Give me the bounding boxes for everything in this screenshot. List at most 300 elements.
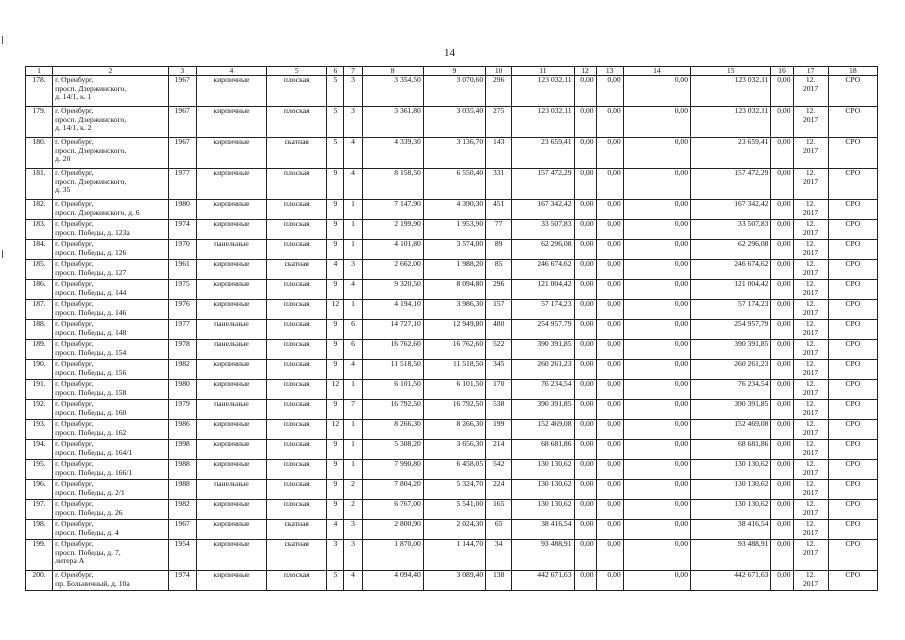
cell-address-line: д. 20: [55, 154, 71, 164]
cell-period: [793, 500, 828, 520]
cell-roof-type: плоская: [267, 500, 327, 520]
cell-period-line: 2017: [802, 287, 819, 297]
cell-residents: 65: [486, 520, 512, 540]
cell-value-13: 0,00: [596, 400, 623, 420]
cell-value-16: 0,00: [771, 380, 793, 400]
cell-period: [793, 480, 828, 500]
cell-floors: 9: [327, 460, 344, 480]
cell-value-16: 0,00: [771, 520, 793, 540]
cell-address-line: г. Оренбург,: [55, 570, 94, 579]
cell-value-13: 0,00: [596, 300, 623, 320]
cell-entrances: 2: [344, 500, 362, 520]
cell-address: [53, 500, 169, 520]
cell-value-14: 0,00: [623, 107, 690, 138]
table-row: [26, 400, 878, 420]
cell-total-area: 1 870,00: [362, 540, 423, 571]
cell-period-line: 2017: [802, 578, 819, 588]
cell-value-13: 0,00: [596, 500, 623, 520]
cell-period: [793, 280, 828, 300]
cell-living-area: 3 070,60: [423, 76, 485, 107]
cell-address: [53, 460, 169, 480]
cell-total-cost: 167 342,42: [691, 200, 771, 220]
cell-living-area: 16 762,60: [423, 340, 485, 360]
cell-period-line: 2017: [802, 307, 819, 317]
cell-method: СРО: [828, 320, 877, 340]
cell-address-line: г. Оренбург,: [55, 219, 94, 228]
cell-total-area: 4 094,40: [362, 571, 423, 591]
cell-entrances: 1: [344, 420, 362, 440]
cell-build-year: 1982: [168, 500, 196, 520]
table-row: [26, 107, 878, 138]
cell-floors: 9: [327, 440, 344, 460]
cell-total-area: 2 662,00: [362, 260, 423, 280]
cell-period: [793, 107, 828, 138]
cell-living-area: 2 024,30: [423, 520, 485, 540]
cell-address-line: литера А: [55, 556, 85, 566]
cell-entrances: 4: [344, 280, 362, 300]
cell-cost: 123 032,11: [512, 76, 574, 107]
cell-cost: 57 174,23: [512, 300, 574, 320]
cell-period-line: 2017: [802, 114, 819, 124]
cell-floors: 9: [327, 220, 344, 240]
cell-floors: 4: [327, 260, 344, 280]
cell-entrances: 1: [344, 300, 362, 320]
cell-row-number: 187.: [26, 300, 53, 320]
cell-address: [53, 220, 169, 240]
cell-address-line: просп. Победы, д. 160: [55, 407, 127, 417]
cell-row-number: 188.: [26, 320, 53, 340]
cell-total-area: 3 354,50: [362, 76, 423, 107]
cell-address-line: просп. Дзержинского,: [55, 83, 127, 93]
cell-period-line: 2017: [802, 487, 819, 497]
cell-value-13: 0,00: [596, 340, 623, 360]
cell-method: СРО: [828, 220, 877, 240]
cell-build-year: 1976: [168, 300, 196, 320]
cell-entrances: 3: [344, 107, 362, 138]
cell-total-area: 11 518,50: [362, 360, 423, 380]
cell-value-12: 0,00: [574, 400, 596, 420]
cell-value-16: 0,00: [771, 138, 793, 169]
cell-wall-material: кирпичные: [196, 460, 266, 480]
cell-roof-type: плоская: [267, 76, 327, 107]
cell-wall-material: кирпичные: [196, 76, 266, 107]
cell-living-area: 11 518,50: [423, 360, 485, 380]
column-header-2: 2: [53, 67, 169, 76]
cell-floors: 5: [327, 107, 344, 138]
cell-address: [53, 138, 169, 169]
cell-value-12: 0,00: [574, 320, 596, 340]
table-row: [26, 138, 878, 169]
cell-address-line: просп. Победы, д. 154: [55, 347, 127, 357]
cell-period: [793, 220, 828, 240]
cell-value-16: 0,00: [771, 540, 793, 571]
cell-total-area: 6 767,00: [362, 500, 423, 520]
cell-floors: 3: [327, 540, 344, 571]
cell-row-number: 191.: [26, 380, 53, 400]
cell-total-area: 4 339,30: [362, 138, 423, 169]
cell-value-14: 0,00: [623, 460, 690, 480]
cell-address: [53, 280, 169, 300]
cell-method: СРО: [828, 138, 877, 169]
column-header-3: 3: [168, 67, 196, 76]
cell-roof-type: плоская: [267, 571, 327, 591]
cell-row-number: 197.: [26, 500, 53, 520]
cell-floors: 9: [327, 360, 344, 380]
cell-total-area: 2 800,90: [362, 520, 423, 540]
cell-period-line: 2017: [802, 83, 819, 93]
cell-value-14: 0,00: [623, 520, 690, 540]
cell-roof-type: плоская: [267, 300, 327, 320]
cell-wall-material: кирпичные: [196, 169, 266, 200]
cell-floors: 12: [327, 300, 344, 320]
cell-residents: 296: [486, 280, 512, 300]
cell-floors: 9: [327, 169, 344, 200]
cell-entrances: 1: [344, 440, 362, 460]
cell-value-16: 0,00: [771, 76, 793, 107]
cell-living-area: 1 144,70: [423, 540, 485, 571]
cell-method: СРО: [828, 240, 877, 260]
cell-roof-type: плоская: [267, 220, 327, 240]
cell-build-year: 1978: [168, 340, 196, 360]
cell-floors: 9: [327, 280, 344, 300]
header-row: [26, 67, 878, 76]
cell-address-line: просп. Победы, д. 146: [55, 307, 127, 317]
cell-build-year: 1982: [168, 360, 196, 380]
cell-total-area: 8 266,30: [362, 420, 423, 440]
cell-residents: 522: [486, 340, 512, 360]
cell-row-number: 198.: [26, 520, 53, 540]
cell-entrances: 6: [344, 320, 362, 340]
register-table: [25, 66, 878, 591]
cell-period: [793, 440, 828, 460]
cell-residents: 224: [486, 480, 512, 500]
cell-address: [53, 300, 169, 320]
cell-floors: 5: [327, 138, 344, 169]
table-row: [26, 300, 878, 320]
cell-living-area: 12 949,80: [423, 320, 485, 340]
cell-value-16: 0,00: [771, 571, 793, 591]
cell-method: СРО: [828, 440, 877, 460]
cell-total-cost: 246 674,62: [691, 260, 771, 280]
cell-address-line: просп. Победы, д. 166/1: [55, 467, 133, 477]
cell-total-cost: 390 391,85: [691, 400, 771, 420]
cell-total-area: 16 792,50: [362, 400, 423, 420]
cell-wall-material: кирпичные: [196, 360, 266, 380]
cell-address-line: г. Оренбург,: [55, 299, 94, 308]
column-header-10: 10: [486, 67, 512, 76]
cell-roof-type: плоская: [267, 200, 327, 220]
cell-total-area: 5 308,20: [362, 440, 423, 460]
cell-address-line: просп. Победы, д. 123а: [55, 227, 130, 237]
cell-period-line: 12.: [805, 219, 816, 228]
cell-value-13: 0,00: [596, 260, 623, 280]
cell-residents: 85: [486, 260, 512, 280]
table-row: [26, 320, 878, 340]
cell-value-12: 0,00: [574, 540, 596, 571]
cell-address-line: просп. Победы, д. 26: [55, 507, 123, 517]
cell-entrances: 4: [344, 138, 362, 169]
cell-value-13: 0,00: [596, 571, 623, 591]
cell-row-number: 200.: [26, 571, 53, 591]
table-row: [26, 280, 878, 300]
cell-value-12: 0,00: [574, 200, 596, 220]
cell-address-line: г. Оренбург,: [55, 168, 94, 177]
cell-entrances: 3: [344, 260, 362, 280]
table-row: [26, 240, 878, 260]
cell-period: [793, 240, 828, 260]
cell-total-cost: 123 032,11: [691, 76, 771, 107]
cell-living-area: 4 390,30: [423, 200, 485, 220]
cell-build-year: 1970: [168, 240, 196, 260]
cell-period: [793, 76, 828, 107]
cell-address-line: г. Оренбург,: [55, 106, 94, 115]
cell-cost: 121 004,42: [512, 280, 574, 300]
cell-period: [793, 460, 828, 480]
cell-residents: 296: [486, 76, 512, 107]
cell-floors: 9: [327, 240, 344, 260]
cell-address: [53, 540, 169, 571]
cell-row-number: 183.: [26, 220, 53, 240]
cell-residents: 165: [486, 500, 512, 520]
table-row: [26, 260, 878, 280]
cell-wall-material: кирпичные: [196, 300, 266, 320]
cell-cost: 130 130,62: [512, 460, 574, 480]
cell-value-16: 0,00: [771, 260, 793, 280]
cell-value-14: 0,00: [623, 200, 690, 220]
cell-total-cost: 62 296,08: [691, 240, 771, 260]
cell-period-line: 12.: [805, 339, 816, 348]
cell-address: [53, 520, 169, 540]
cell-method: СРО: [828, 340, 877, 360]
cell-entrances: 3: [344, 540, 362, 571]
cell-value-14: 0,00: [623, 340, 690, 360]
cell-living-area: 5 324,70: [423, 480, 485, 500]
cell-address-line: г. Оренбург,: [55, 379, 94, 388]
cell-roof-type: плоская: [267, 420, 327, 440]
cell-build-year: 1967: [168, 138, 196, 169]
cell-roof-type: плоская: [267, 380, 327, 400]
cell-value-16: 0,00: [771, 169, 793, 200]
cell-total-cost: 76 234,54: [691, 380, 771, 400]
cell-build-year: 1967: [168, 520, 196, 540]
cell-value-12: 0,00: [574, 460, 596, 480]
cell-entrances: 3: [344, 76, 362, 107]
cell-living-area: 5 541,00: [423, 500, 485, 520]
cell-period-line: 12.: [805, 379, 816, 388]
cell-wall-material: панельные: [196, 400, 266, 420]
cell-period-line: 2017: [802, 145, 819, 155]
cell-period-line: 12.: [805, 239, 816, 248]
cell-residents: 34: [486, 540, 512, 571]
cell-row-number: 193.: [26, 420, 53, 440]
cell-method: СРО: [828, 360, 877, 380]
cell-residents: 214: [486, 440, 512, 460]
cell-address-line: г. Оренбург,: [55, 239, 94, 248]
cell-period-line: 2017: [802, 267, 819, 277]
cell-period-line: 2017: [802, 207, 819, 217]
cell-value-14: 0,00: [623, 380, 690, 400]
cell-address-line: г. Оренбург,: [55, 479, 94, 488]
cell-total-area: 3 361,80: [362, 107, 423, 138]
cell-method: СРО: [828, 260, 877, 280]
cell-row-number: 179.: [26, 107, 53, 138]
cell-build-year: 1954: [168, 540, 196, 571]
cell-address-line: просп. Победы, д. 158: [55, 387, 127, 397]
cell-total-area: 7 804,20: [362, 480, 423, 500]
cell-value-12: 0,00: [574, 280, 596, 300]
cell-period-line: 12.: [805, 570, 816, 579]
cell-entrances: 4: [344, 571, 362, 591]
cell-address-line: просп. Победы, д. 127: [55, 267, 127, 277]
table-row: [26, 500, 878, 520]
cell-total-cost: 57 174,23: [691, 300, 771, 320]
cell-period-line: 2017: [802, 176, 819, 186]
cell-build-year: 1979: [168, 400, 196, 420]
table-row: [26, 460, 878, 480]
cell-address-line: просп. Победы, д. 144: [55, 287, 127, 297]
cell-wall-material: кирпичные: [196, 520, 266, 540]
cell-build-year: 1975: [168, 280, 196, 300]
cell-build-year: 1988: [168, 460, 196, 480]
cell-period-line: 2017: [802, 367, 819, 377]
cell-method: СРО: [828, 400, 877, 420]
column-header-6: 6: [327, 67, 344, 76]
cell-period-line: 12.: [805, 519, 816, 528]
cell-roof-type: плоская: [267, 360, 327, 380]
cell-total-cost: 93 488,91: [691, 540, 771, 571]
cell-build-year: 1986: [168, 420, 196, 440]
column-header-15: 15: [691, 67, 771, 76]
cell-address-line: г. Оренбург,: [55, 399, 94, 408]
cell-value-12: 0,00: [574, 340, 596, 360]
cell-value-13: 0,00: [596, 107, 623, 138]
cell-cost: 76 234,54: [512, 380, 574, 400]
cell-entrances: 1: [344, 460, 362, 480]
cell-cost: 254 957,79: [512, 320, 574, 340]
cell-wall-material: кирпичные: [196, 571, 266, 591]
cell-value-13: 0,00: [596, 138, 623, 169]
column-header-1: 1: [26, 67, 53, 76]
cell-value-14: 0,00: [623, 360, 690, 380]
cell-roof-type: плоская: [267, 440, 327, 460]
cell-wall-material: кирпичные: [196, 200, 266, 220]
cell-residents: 143: [486, 138, 512, 169]
cell-period-line: 12.: [805, 459, 816, 468]
cell-cost: 246 674,62: [512, 260, 574, 280]
cell-address-line: д. 14/1, к. 1: [55, 92, 92, 102]
cell-value-14: 0,00: [623, 76, 690, 107]
cell-value-12: 0,00: [574, 260, 596, 280]
cell-value-13: 0,00: [596, 240, 623, 260]
cell-value-14: 0,00: [623, 240, 690, 260]
cell-cost: 152 469,08: [512, 420, 574, 440]
cell-period-line: 2017: [802, 547, 819, 557]
cell-residents: 199: [486, 420, 512, 440]
cell-wall-material: панельные: [196, 240, 266, 260]
cell-floors: 9: [327, 320, 344, 340]
cell-value-12: 0,00: [574, 380, 596, 400]
column-header-18: 18: [828, 67, 877, 76]
cell-method: СРО: [828, 500, 877, 520]
cell-address-line: г. Оренбург,: [55, 499, 94, 508]
cell-value-16: 0,00: [771, 440, 793, 460]
cell-address: [53, 420, 169, 440]
cell-address-line: д. 35: [55, 185, 71, 195]
cell-value-12: 0,00: [574, 76, 596, 107]
cell-total-cost: 130 130,62: [691, 460, 771, 480]
cell-period-line: 12.: [805, 439, 816, 448]
cell-wall-material: кирпичные: [196, 138, 266, 169]
cell-value-14: 0,00: [623, 138, 690, 169]
cell-entrances: 7: [344, 400, 362, 420]
cell-floors: 5: [327, 76, 344, 107]
cell-total-cost: 130 130,62: [691, 500, 771, 520]
cell-cost: 157 472,29: [512, 169, 574, 200]
cell-row-number: 186.: [26, 280, 53, 300]
table-row: [26, 380, 878, 400]
cell-value-14: 0,00: [623, 500, 690, 520]
cell-value-12: 0,00: [574, 420, 596, 440]
cell-value-16: 0,00: [771, 420, 793, 440]
table-row: [26, 200, 878, 220]
cell-row-number: 194.: [26, 440, 53, 460]
cell-method: СРО: [828, 169, 877, 200]
cell-total-cost: 121 004,42: [691, 280, 771, 300]
cell-value-13: 0,00: [596, 540, 623, 571]
cell-living-area: 6 550,40: [423, 169, 485, 200]
cell-roof-type: плоская: [267, 107, 327, 138]
cell-method: СРО: [828, 460, 877, 480]
cell-entrances: 2: [344, 480, 362, 500]
cell-value-13: 0,00: [596, 380, 623, 400]
cell-residents: 138: [486, 571, 512, 591]
cell-total-cost: 68 681,86: [691, 440, 771, 460]
cell-value-13: 0,00: [596, 360, 623, 380]
table-row: [26, 220, 878, 240]
cell-floors: 9: [327, 480, 344, 500]
cell-value-16: 0,00: [771, 107, 793, 138]
cell-period: [793, 571, 828, 591]
cell-address: [53, 169, 169, 200]
cell-method: СРО: [828, 480, 877, 500]
cell-address-line: просп. Победы, д. 126: [55, 247, 127, 257]
cell-cost: 390 391,85: [512, 340, 574, 360]
cell-residents: 480: [486, 320, 512, 340]
column-header-9: 9: [423, 67, 485, 76]
cell-cost: 130 130,62: [512, 480, 574, 500]
cell-entrances: 4: [344, 360, 362, 380]
cell-address-line: просп. Дзержинского,: [55, 114, 127, 124]
cell-cost: 93 488,91: [512, 540, 574, 571]
cell-wall-material: кирпичные: [196, 280, 266, 300]
cell-row-number: 199.: [26, 540, 53, 571]
cell-living-area: 3 136,70: [423, 138, 485, 169]
table-row: [26, 169, 878, 200]
cell-value-16: 0,00: [771, 320, 793, 340]
margin-mark-top: [2, 36, 3, 44]
cell-period: [793, 540, 828, 571]
cell-value-16: 0,00: [771, 400, 793, 420]
cell-total-area: 7 990,80: [362, 460, 423, 480]
cell-address-line: просп. Дзержинского,: [55, 176, 127, 186]
cell-period-line: 2017: [802, 327, 819, 337]
cell-total-area: 4 194,10: [362, 300, 423, 320]
cell-residents: 275: [486, 107, 512, 138]
cell-value-12: 0,00: [574, 480, 596, 500]
cell-residents: 451: [486, 200, 512, 220]
cell-period: [793, 138, 828, 169]
table-row: [26, 440, 878, 460]
